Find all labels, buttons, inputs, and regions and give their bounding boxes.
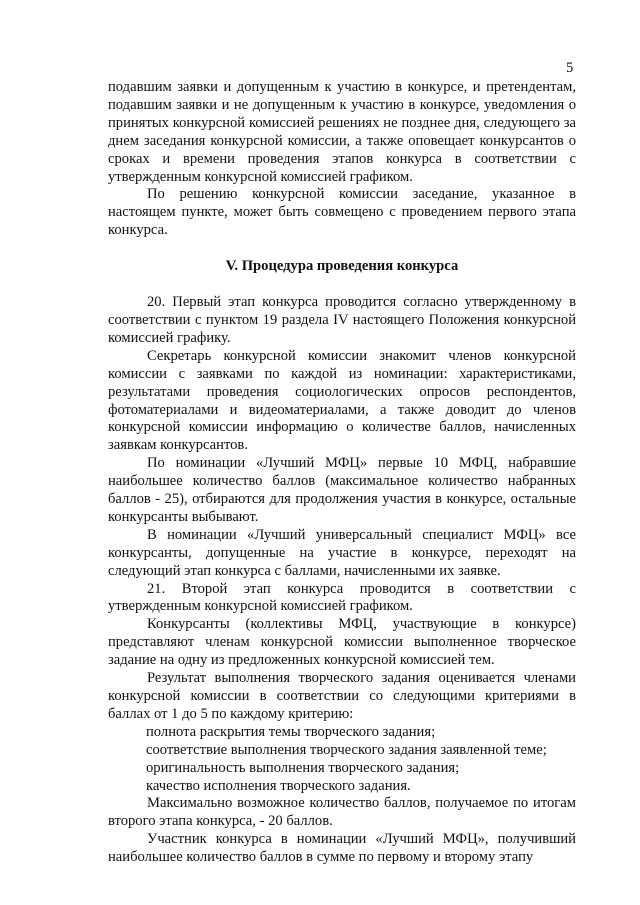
paragraph: По номинации «Лучший МФЦ» первые 10 МФЦ, набравшие наибольшее количество баллов (максимальное количество набранных баллов - 25), отбираются для продолжения участия в конкурсе, остальные конкурсанты выбывают.	[108, 455, 576, 525]
paragraph: В номинации «Лучший универсальный специалист МФЦ» все конкурсанты, допущенные на участие в конкурсе, переходят на следующий этап конкурса с баллами, начисленными их заявке.	[108, 526, 576, 579]
criteria-item: оригинальность выполнения творческого задания;	[146, 759, 460, 776]
paragraph: Максимально возможное количество баллов, получаемое по итогам второго этапа конкурса, - 20 баллов.	[108, 795, 576, 830]
section-heading: V. Процедура проведения конкурса	[225, 258, 459, 275]
paragraph: Участник конкурса в номинации «Лучший МФЦ», получивший наибольшее количество баллов в сумме по первому и второму этапу	[108, 831, 576, 866]
paragraph: подавшим заявки и допущенным к участию в конкурсе, и претендентам, подавшим заявки и не допущенным к участию в конкурсе, уведомления о принятых конкурсной комиссией решениях не позднее дня, следующего за днем заседания конкурсной комиссии, а также оповещает конкурсантов о сроках и времени проведения этапов конкурса в соответствии с утвержденным конкурсной комиссией графиком.	[108, 79, 576, 185]
paragraph: Секретарь конкурсной комиссии знакомит членов конкурсной комиссии с заявками по каждой из номинации: характеристиками, результатами проведения социологических опросов респондентов, фотоматериалами и видеоматериалами, а также доводит до членов конкурсной комиссии информацию о количестве баллов, начисленных заявкам конкурсантов.	[108, 347, 576, 454]
paragraph: 21. Второй этап конкурса проводится в соответствии с утвержденным конкурсной комиссией графиком.	[108, 580, 576, 615]
criteria-item: качество исполнения творческого задания.	[146, 777, 411, 794]
paragraph: Конкурсанты (коллективы МФЦ, участвующие в конкурсе) представляют членам конкурсной комиссии выполненное творческое задание на одну из предложенных конкурсной комиссией тем.	[108, 616, 576, 669]
paragraph: По решению конкурсной комиссии заседание, указанное в настоящем пункте, может быть совмещено с проведением первого этапа конкурса.	[108, 186, 576, 239]
document-body	[108, 79, 576, 867]
criteria-item: полнота раскрытия темы творческого задания;	[146, 723, 436, 740]
page-number: 5	[566, 60, 574, 76]
paragraph: Результат выполнения творческого задания оценивается членами конкурсной комиссии в соответствии со следующими критериями в баллах от 1 до 5 по каждому критерию:	[108, 670, 576, 722]
criteria-item: соответствие выполнения творческого задания заявленной теме;	[146, 741, 547, 758]
paragraph: 20. Первый этап конкурса проводится согласно утвержденному в соответствии с пунктом 19 раздела IV настоящего Положения конкурсной комиссией графику.	[108, 294, 576, 346]
